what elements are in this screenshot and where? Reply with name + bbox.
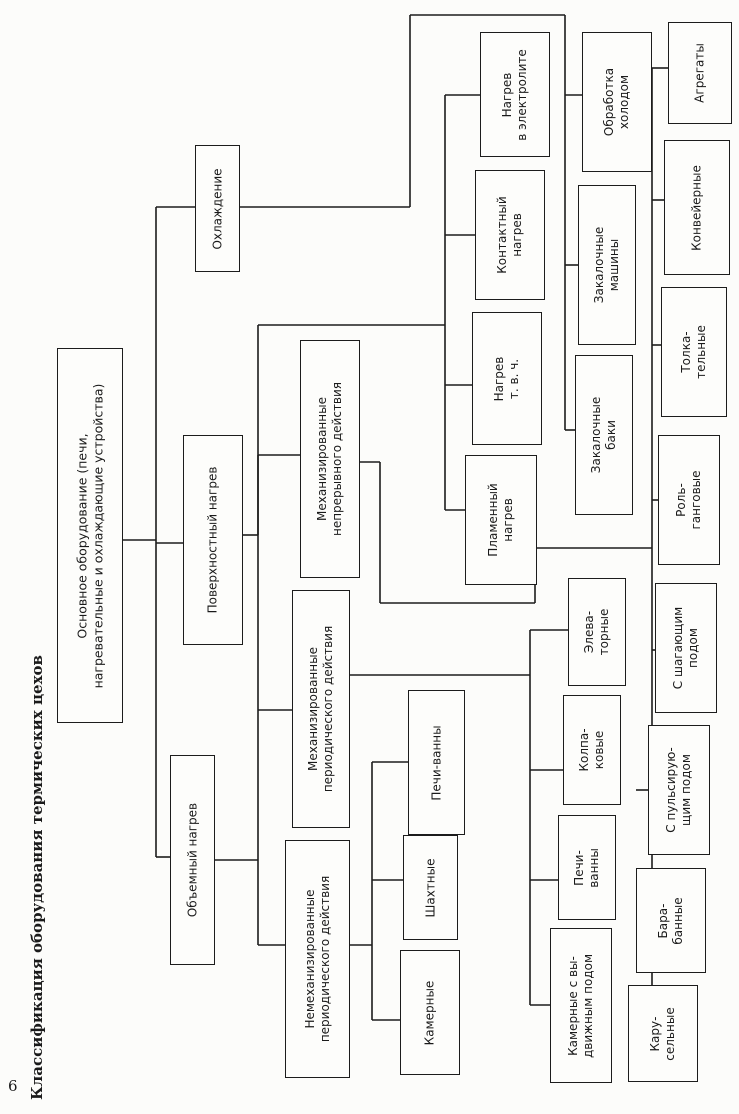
bell-furnaces-node [563, 695, 621, 805]
cold-treatment-node-label: Обработка холодом [602, 67, 631, 137]
surface-heating-node-label: Поверхностный нагрев [205, 466, 220, 614]
flame-heating-node-label: Пламенный нагрев [486, 483, 515, 557]
bath-furnaces-node-label: Печи-ванны [429, 724, 443, 801]
elevator-furnaces-node [568, 578, 626, 686]
pusher-furnaces-node-label: Толка- тельные [679, 325, 708, 379]
chamber-furnaces-node-label: Камерные [422, 980, 437, 1045]
quench-machines-node [578, 185, 636, 345]
page-title: Классификация оборудования термических цехов [28, 655, 46, 1100]
nonmech-periodic-node [285, 840, 350, 1078]
elevator-furnaces-node-label: Элева- торные [582, 608, 611, 656]
root-node-label: Основное оборудование (печи, нагревательные и охлаждающие устройства) [74, 383, 105, 688]
shaft-furnaces-node [403, 835, 458, 940]
contact-heating-node-label: Контактный нагрев [495, 196, 524, 274]
bulk-heating-node [170, 755, 215, 965]
roller-furnaces-node [658, 435, 720, 565]
drum-furnaces-node-label: Бара- банные [656, 896, 685, 945]
electrolyte-heating-node-label: Нагрев в электролите [500, 48, 529, 141]
conveyor-furnaces-node-label: Конвейерные [689, 164, 704, 251]
bell-furnaces-node-label: Колпа- ковые [577, 728, 606, 772]
pulsating-hearth-node-label: С пульсирую- щим подом [664, 747, 693, 833]
quench-tanks-node-label: Закалочные баки [589, 396, 618, 474]
quench-tanks-node [575, 355, 633, 515]
bath-furnaces-mech-node [558, 815, 616, 920]
roller-furnaces-node-label: Роль- ганговые [674, 470, 703, 530]
page-number: 6 [8, 1077, 18, 1095]
nonmech-periodic-node-label: Немеханизированные периодического действия [302, 875, 332, 1043]
walking-hearth-node-label: С шагающим подом [671, 606, 700, 690]
mech-continuous-node-label: Механизированные непрерывного действия [315, 381, 344, 537]
mech-continuous-node [300, 340, 360, 578]
quench-machines-node-label: Закалочные машины [592, 226, 621, 304]
root-node [57, 348, 123, 723]
bath-furnaces-node [408, 690, 465, 835]
mech-periodic-node [292, 590, 350, 828]
drum-furnaces-node [636, 868, 706, 973]
hf-heating-node [472, 312, 542, 445]
hf-heating-node-label: Нагрев т. в. ч. [492, 356, 521, 401]
surface-heating-node [183, 435, 243, 645]
flame-heating-node [465, 455, 537, 585]
pulsating-hearth-node [648, 725, 710, 855]
carousel-furnaces-node-label: Кару- сельные [648, 1006, 677, 1061]
contact-heating-node [475, 170, 545, 300]
chamber-drawer-node [550, 928, 612, 1083]
mech-periodic-node-label: Механизированные периодического действия [306, 625, 335, 793]
cold-treatment-node [582, 32, 652, 172]
electrolyte-heating-node [480, 32, 550, 157]
shaft-furnaces-node-label: Шахтные [423, 858, 437, 917]
aggregates-node [668, 22, 732, 124]
chamber-drawer-node-label: Камерные с вы- движным подом [566, 953, 595, 1058]
bulk-heating-node-label: Объемный нагрев [185, 802, 199, 918]
conveyor-furnaces-node [664, 140, 730, 275]
chamber-furnaces-node [400, 950, 460, 1075]
aggregates-node-label: Агрегаты [692, 43, 707, 103]
bath-furnaces-mech-node-label: Печи- ванны [572, 847, 601, 888]
carousel-furnaces-node [628, 985, 698, 1082]
pusher-furnaces-node [661, 287, 727, 417]
cooling-node [195, 145, 240, 272]
cooling-node-label: Охлаждение [210, 167, 224, 250]
walking-hearth-node [655, 583, 717, 713]
